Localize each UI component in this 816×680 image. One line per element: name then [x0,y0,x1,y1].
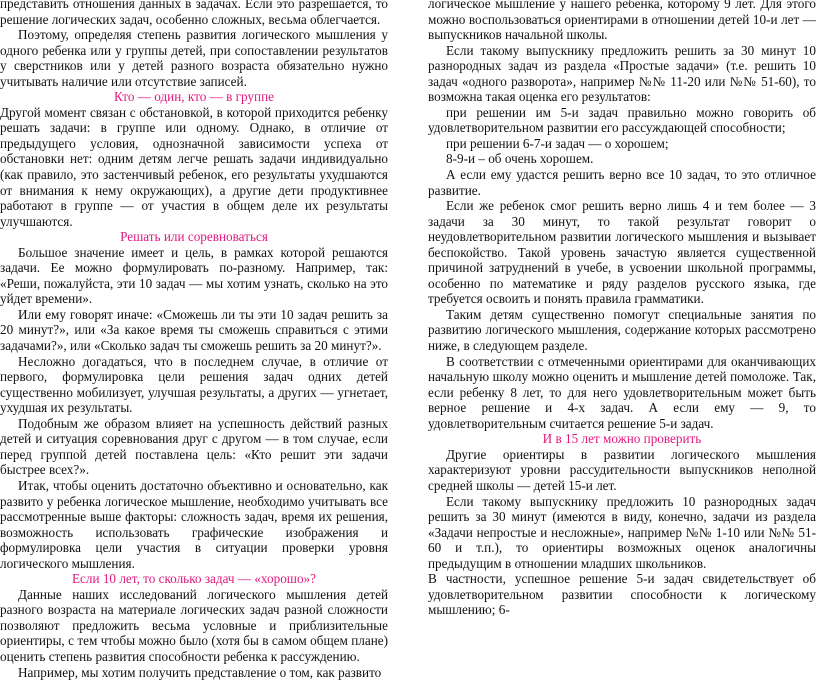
paragraph: Несложно догадаться, что в последнем случае, в отличие от первого, формулировка цели решения задач одних детей существенно мобилизует, улучшая результаты, а других — угнетает, ухудшая их результаты. [0,353,388,416]
paragraph: 8-9-и – об очень хорошем. [446,151,594,167]
section-heading: Решать или соревноваться [120,229,268,245]
paragraph: В соответствии с отмеченными ориентирами для оканчивающих начальную школу можно оценить и мышление детей помоложе. Так, если ребенку 8 лет, то для него удовлетворительным может быть верное решение и 4-х задач. А если ему — 9, то удовлетворительным считается решение 5-и задач. [428,353,816,431]
section-heading: Кто — один, кто — в группе [114,89,274,105]
paragraph: при решении 6-7-и задач — о хорошем; [446,135,669,151]
left-column [0,0,388,680]
section-heading: Если 10 лет, то сколько задач — «хорошо»? [71,571,316,587]
paragraph: логическое мышление у нашего ребенка, которому 9 лет. Для этого можно воспользоваться ориентирами в отношении детей 10-и лет — выпускников начальной школы. [428,0,816,43]
paragraph: Данные наших исследований логического мышления детей разного возраста на материале логических задач разной сложности позволяют предложить весьма условные и приблизительные ориентиры, с тем чтобы можно было (хотя бы в самом общем плане) оценить степень развития способности ребенка к рассуждению. [0,586,388,664]
paragraph: Если же ребенок смог решить верно лишь 4 и тем более — 3 задачи за 30 минут, то такой результат говорит о неудовлетворительном развитии логического мышления и вызывает беспокойство. Такой уровень зачастую является существенной причиной затруднений в учебе, в усвоении школьной программы, особенно по математике и ряду разделов русского языка, где требуется освоить и понять правила грамматики. [428,198,816,307]
paragraph: Итак, чтобы оценить достаточно объективно и основательно, как развито у ребенка логическое мышление, необходимо учитывать все рассмотренные выше факторы: сложность задач, время их решения, возможность использовать графические изображения и формулировка цели участия в ситуации проверки уровня логического мышления. [0,477,388,571]
section-heading: И в 15 лет можно проверить [542,431,702,447]
paragraph: Таким детям существенно помогут специальные занятия по развитию логического мышления, содержание которых рассмотрено ниже, в следующем разделе. [428,306,816,354]
paragraph: Другие ориентиры в развитии логического мышления характеризуют уровни рассудительности выпускников неполной средней школы — детей 15-и лет. [428,446,816,493]
paragraph: Или ему говорят иначе: «Сможешь ли ты эти 10 задач решить за 20 минут?», или «За какое время ты сможешь справиться с этими задачами?», или «Сколько задач ты сможешь решить за 20 минут?». [0,306,388,354]
paragraph: при решении им 5-и задач правильно можно говорить об удовлетворительном развитии его рассуждающей способности; [428,104,816,136]
paragraph: Например, мы хотим получить представление о том, как развито [18,664,382,680]
paragraph: Подобным же образом влияет на успешность действий разных детей и ситуация соревнования друг с другом — в том случае, если перед группой детей поставлена цель: «Кто решит эти задачи быстрее всех?». [0,415,388,478]
paragraph: Большое значение имеет и цель, в рамках которой решаются задачи. Ее можно формулировать по-разному. Например, так: «Реши, пожалуйста, эти 10 задач — мы хотим узнать, сколько на это уйдет времени». [0,244,388,307]
paragraph: А если ему удастся решить верно все 10 задач, то это отличное развитие. [428,167,816,198]
paragraph: Если такому выпускнику предложить решить за 30 минут 10 разнородных задач из раздела «Простые задачи» (т.е. решить 10 задач «одного разворота», например №№ 11-20 или №№ 51-60), то возможна такая оценка его результатов: [428,42,816,105]
paragraph: Если такому выпускнику предложить 10 разнородных задач решить за 30 минут (имеются в виду, конечно, задачи из раздела «Задачи непростые и несложные», например №№ 1-10 или №№ 51-60 и т.п.), то ориентиры возможных оценок аналогичны предыдущим в отношении младших школьников. [428,493,816,571]
paragraph: В частности, успешное решение 5-и задач свидетельствует об удовлетворительном развитии способности к логическому мышлению; 6- [428,571,816,618]
paragraph: представить отношения данных в задачах. Если это разрешается, то решение логических задач, особенно сложных, весьма облегчается. [0,0,388,27]
paragraph: Поэтому, определяя степень развития логического мышления у одного ребенка или у группы детей, при сопоставлении результатов у сверстников или у детей разного возраста обязательно нужно учитывать наличие или отсутствие записей. [0,27,388,89]
right-column [428,0,816,618]
paragraph: Другой момент связан с обстановкой, в которой приходится ребенку решать задачи: в группе или одному. Однако, в отличие от предыдущего условия, однозначной зависимости успеха от обстановки нет: одним детям легче решать задачи индивидуально (как правило, это застенчивый ребенок, его результаты ухудшаются от внимания к нему окружающих), а другие дети продуктивнее работают в группе — от участия в общем деле их результаты улучшаются. [0,104,388,229]
